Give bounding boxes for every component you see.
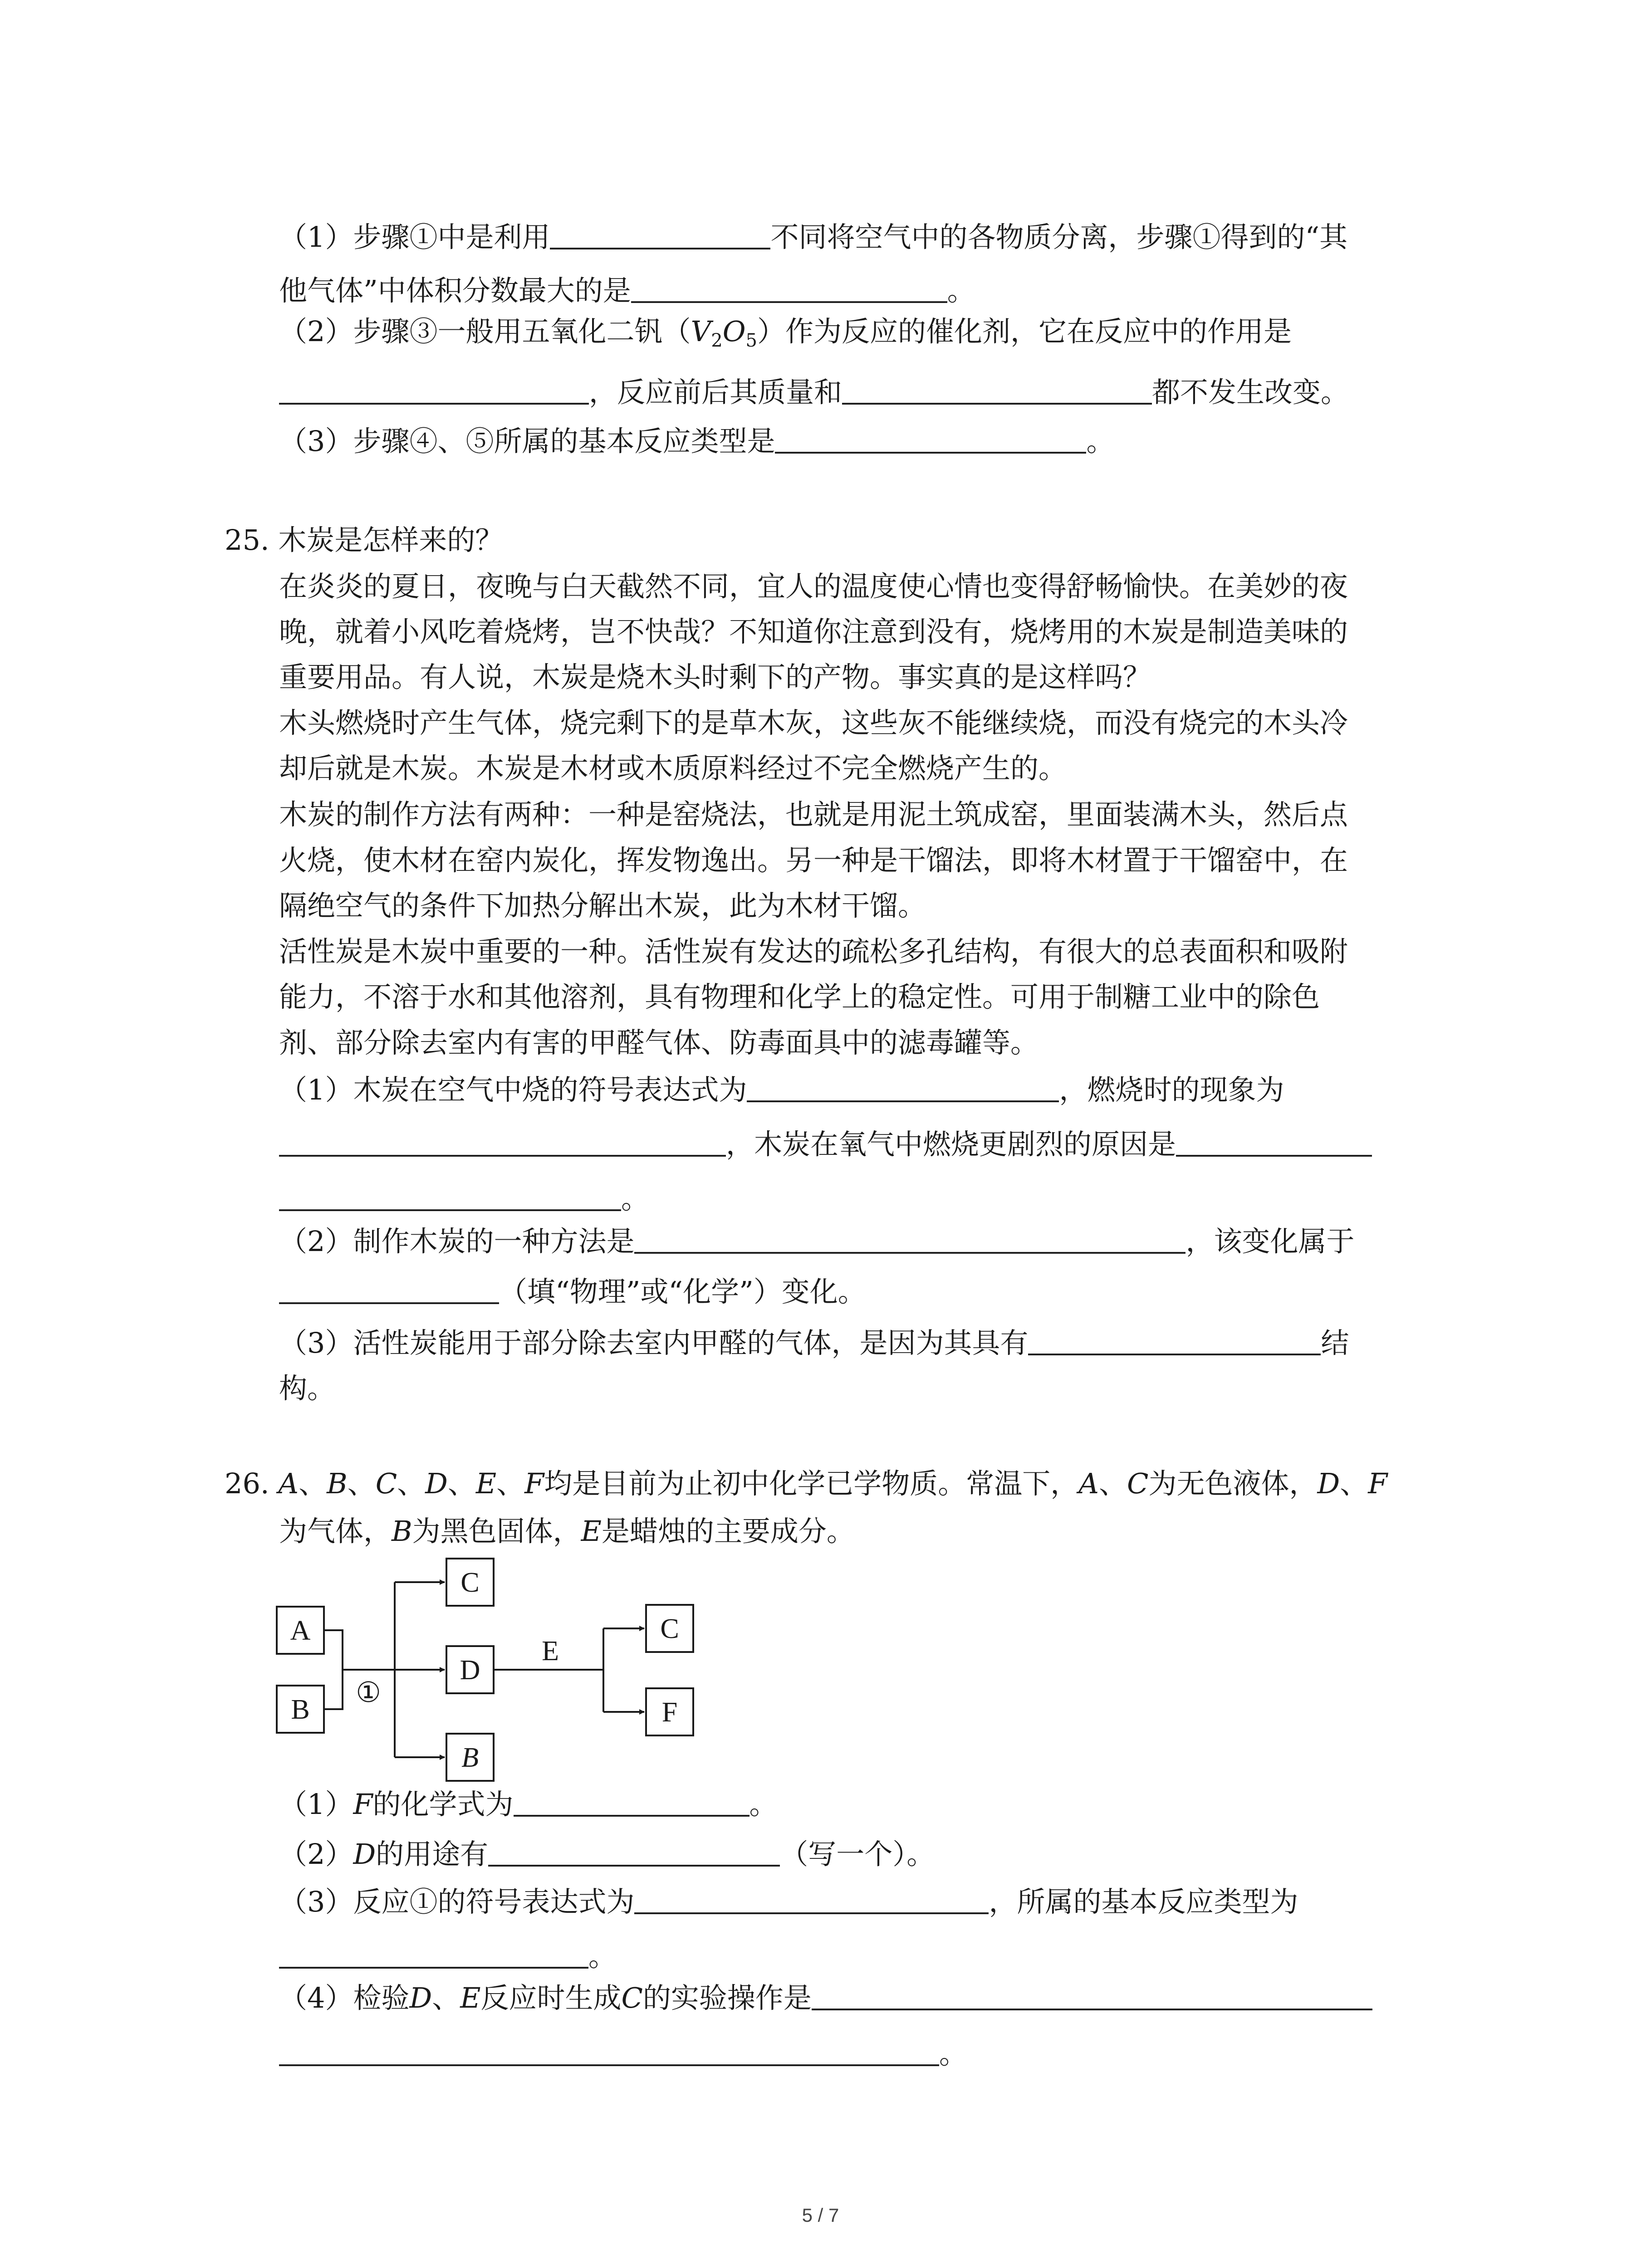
q25-p2-text-a: （2）制作木炭的一种方法是 [279, 1225, 635, 1258]
q26-p4-var-d: D [409, 1981, 432, 2014]
q25-para-line-4: 木头燃烧时产生气体，烧完剩下的是草木灰，这些灰不能继续烧，而没有烧完的木头冷 [279, 706, 1348, 739]
label-out-c: C [460, 1567, 480, 1598]
q25-p1-text-a: （1）木炭在空气中烧的符号表达式为 [279, 1073, 747, 1106]
q26-p4-blank-2[interactable] [279, 2039, 939, 2066]
q25-para-line-8: 隔绝空气的条件下加热分解出木炭，此为木材干馏。 [279, 889, 926, 922]
q25-p3-text-b: 结 [1321, 1326, 1349, 1359]
q26-part2 [279, 1838, 935, 1871]
label-prod-c: C [660, 1613, 679, 1644]
q26-p4-var-c: C [621, 1981, 643, 2014]
q26-var-e: E [475, 1467, 497, 1500]
q26-var-c: C [375, 1467, 397, 1500]
q26-p4-text: 的实验操作是 [642, 1981, 812, 2014]
q26-part3-line2 [279, 1940, 617, 1973]
label-out-d: D [460, 1655, 480, 1686]
q26-p1-num: （1） [279, 1788, 353, 1821]
q26-sep: 、 [1340, 1467, 1368, 1500]
q26-part4-line2 [279, 2039, 967, 2068]
q26-p4-text: 反应时生成 [480, 1981, 622, 2014]
q25-para-line-10: 能力，不溶于水和其他溶剂，具有物理和化学上的稳定性。可用于制糖工业中的除色 [279, 980, 1320, 1013]
label-reagent-e: E [542, 1636, 559, 1667]
q25-para-line-7: 火烧，使木材在窑内炭化，挥发物逸出。另一种是干馏法，即将木材置于干馏窑中，在 [279, 844, 1348, 877]
q24-p2-text-b: ）作为反应的催化剂，它在反应中的作用是 [757, 315, 1292, 348]
label-a: A [290, 1615, 311, 1646]
q25-para-line-2: 晚，就着小风吃着烧烤，岂不快哉？不知道你注意到没有，烧烤用的木炭是制造美味的 [279, 615, 1348, 648]
q26-sep: 、 [1099, 1467, 1127, 1500]
q26-p2-var: D [353, 1838, 376, 1871]
q26-p3-blank-2[interactable] [279, 1941, 588, 1969]
q26-part1 [279, 1788, 778, 1821]
q24-p2-sub2: 5 [745, 330, 757, 351]
q26-p1-end: 。 [749, 1788, 778, 1821]
q26-var-a: A [1078, 1467, 1099, 1500]
q26-sep: 、 [447, 1467, 476, 1500]
q26-p3-blank-1[interactable] [634, 1887, 989, 1914]
q26-p1-blank[interactable] [514, 1789, 749, 1817]
q24-p1-text-c: 他气体”中体积分数最大的是 [279, 274, 631, 307]
q26-text: 是蜡烛的主要成分。 [601, 1515, 855, 1548]
q26-text: 为气体， [279, 1515, 392, 1548]
q26-var-e: E [581, 1515, 602, 1548]
q25-p1-text-d: 。 [621, 1182, 650, 1215]
q26-sep: 、 [397, 1467, 426, 1500]
q26-p3-text-b: ，所属的基本反应类型为 [989, 1885, 1298, 1918]
merge-bracket [324, 1630, 343, 1709]
q26-p2-end: （写一个）。 [780, 1838, 935, 1871]
q24-p1-text-a: （1）步骤①中是利用 [279, 220, 550, 254]
q24-p2-text-d: 都不发生改变。 [1152, 376, 1349, 409]
q24-p2-text-a: （2）步骤③一般用五氧化二钒（ [279, 315, 691, 348]
q24-p2-text-c: ，反应前后其质量和 [589, 376, 843, 409]
q26-p2-num: （2） [279, 1838, 353, 1871]
q26-text: 为无色液体， [1148, 1467, 1318, 1500]
q24-p3-text-b: 。 [1086, 425, 1115, 458]
q26-part3-line1 [279, 1887, 1298, 1916]
q26-p1-text: 的化学式为 [372, 1788, 514, 1821]
q26-p4-blank-1[interactable] [812, 1983, 1372, 2010]
q24-p2-v: V [691, 315, 711, 348]
q24-p3-text-a: （3）步骤④、⑤所属的基本反应类型是 [279, 425, 775, 458]
q26-p4-end: 。 [939, 2037, 968, 2070]
q25-part3-line2: 构。 [279, 1372, 336, 1405]
q25-p1-text-b: ，燃烧时的现象为 [1059, 1073, 1284, 1106]
q26-var-d: D [1317, 1467, 1340, 1500]
label-step: ① [356, 1677, 381, 1708]
q26-p2-blank[interactable] [488, 1839, 780, 1867]
q26-p3-end: 。 [588, 1940, 617, 1973]
q26-p1-var: F [353, 1788, 373, 1821]
q26-p4-sep: 、 [432, 1981, 460, 2014]
q26-text: 均是目前为止初中化学已学物质。常温下， [544, 1467, 1079, 1500]
label-out-b: B [461, 1742, 479, 1773]
q25-title: 25. 木炭是怎样来的？ [225, 523, 504, 557]
q26-var-c: C [1127, 1467, 1149, 1500]
q26-var-d: D [425, 1467, 448, 1500]
q26-var-a: A [278, 1467, 299, 1500]
q25-p3-text-a: （3）活性炭能用于部分除去室内甲醛的气体，是因为其具有 [279, 1326, 1029, 1359]
q26-p3-text-a: （3）反应①的符号表达式为 [279, 1885, 635, 1918]
q26-var-b: B [327, 1467, 348, 1500]
q26-sep: 、 [347, 1467, 376, 1500]
q25-p2-text-c: （填“物理”或“化学”）变化。 [499, 1275, 866, 1308]
q26-var-b: B [392, 1515, 412, 1548]
q26-sep: 、 [496, 1467, 525, 1500]
q25-para-line-3: 重要用品。有人说，木炭是烧木头时剩下的产物。事实真的是这样吗？ [279, 660, 1151, 694]
q26-part4-line1 [279, 1983, 1372, 2012]
q25-para-line-6: 木炭的制作方法有两种：一种是窑烧法，也就是用泥土筑成窑，里面装满木头，然后点 [279, 798, 1348, 831]
q26-p4-var-e: E [460, 1981, 481, 2014]
q24-p1-text-b: 不同将空气中的各物质分离，步骤①得到的“其 [770, 220, 1348, 254]
q26-num: 26. [225, 1467, 279, 1500]
q26-p2-text: 的用途有 [376, 1838, 489, 1871]
q26-sep: 、 [299, 1467, 327, 1500]
q26-text: 为黑色固体， [412, 1515, 581, 1548]
page-number: 5 / 7 [802, 2204, 839, 2226]
q25-p1-text-c: ，木炭在氧气中燃烧更剧烈的原因是 [726, 1128, 1176, 1161]
q24-p1-text-d: 。 [947, 274, 975, 307]
q25-para-line-9: 活性炭是木炭中重要的一种。活性炭有发达的疏松多孔结构，有很大的总表面积和吸附 [279, 935, 1348, 968]
q25-para-line-1: 在炎炎的夏日，夜晚与白天截然不同，宜人的温度使心情也变得舒畅愉快。在美妙的夜 [279, 570, 1348, 603]
q26-p4-text: （4）检验 [279, 1981, 410, 2014]
q24-p2-sub1: 2 [711, 330, 723, 351]
label-b: B [291, 1694, 310, 1725]
q24-p2-o: O [722, 315, 746, 348]
q25-para-line-5: 却后就是木炭。木炭是木材或木质原料经过不完全燃烧产生的。 [279, 752, 1067, 785]
q26-var-f: F [524, 1467, 544, 1500]
label-prod-f: F [661, 1697, 678, 1728]
q25-p2-text-b: ，该变化属于 [1185, 1225, 1355, 1258]
q26-var-f: F [1368, 1467, 1388, 1500]
q25-para-line-11: 剂、部分除去室内有害的甲醛气体、防毒面具中的滤毒罐等。 [279, 1026, 1039, 1059]
